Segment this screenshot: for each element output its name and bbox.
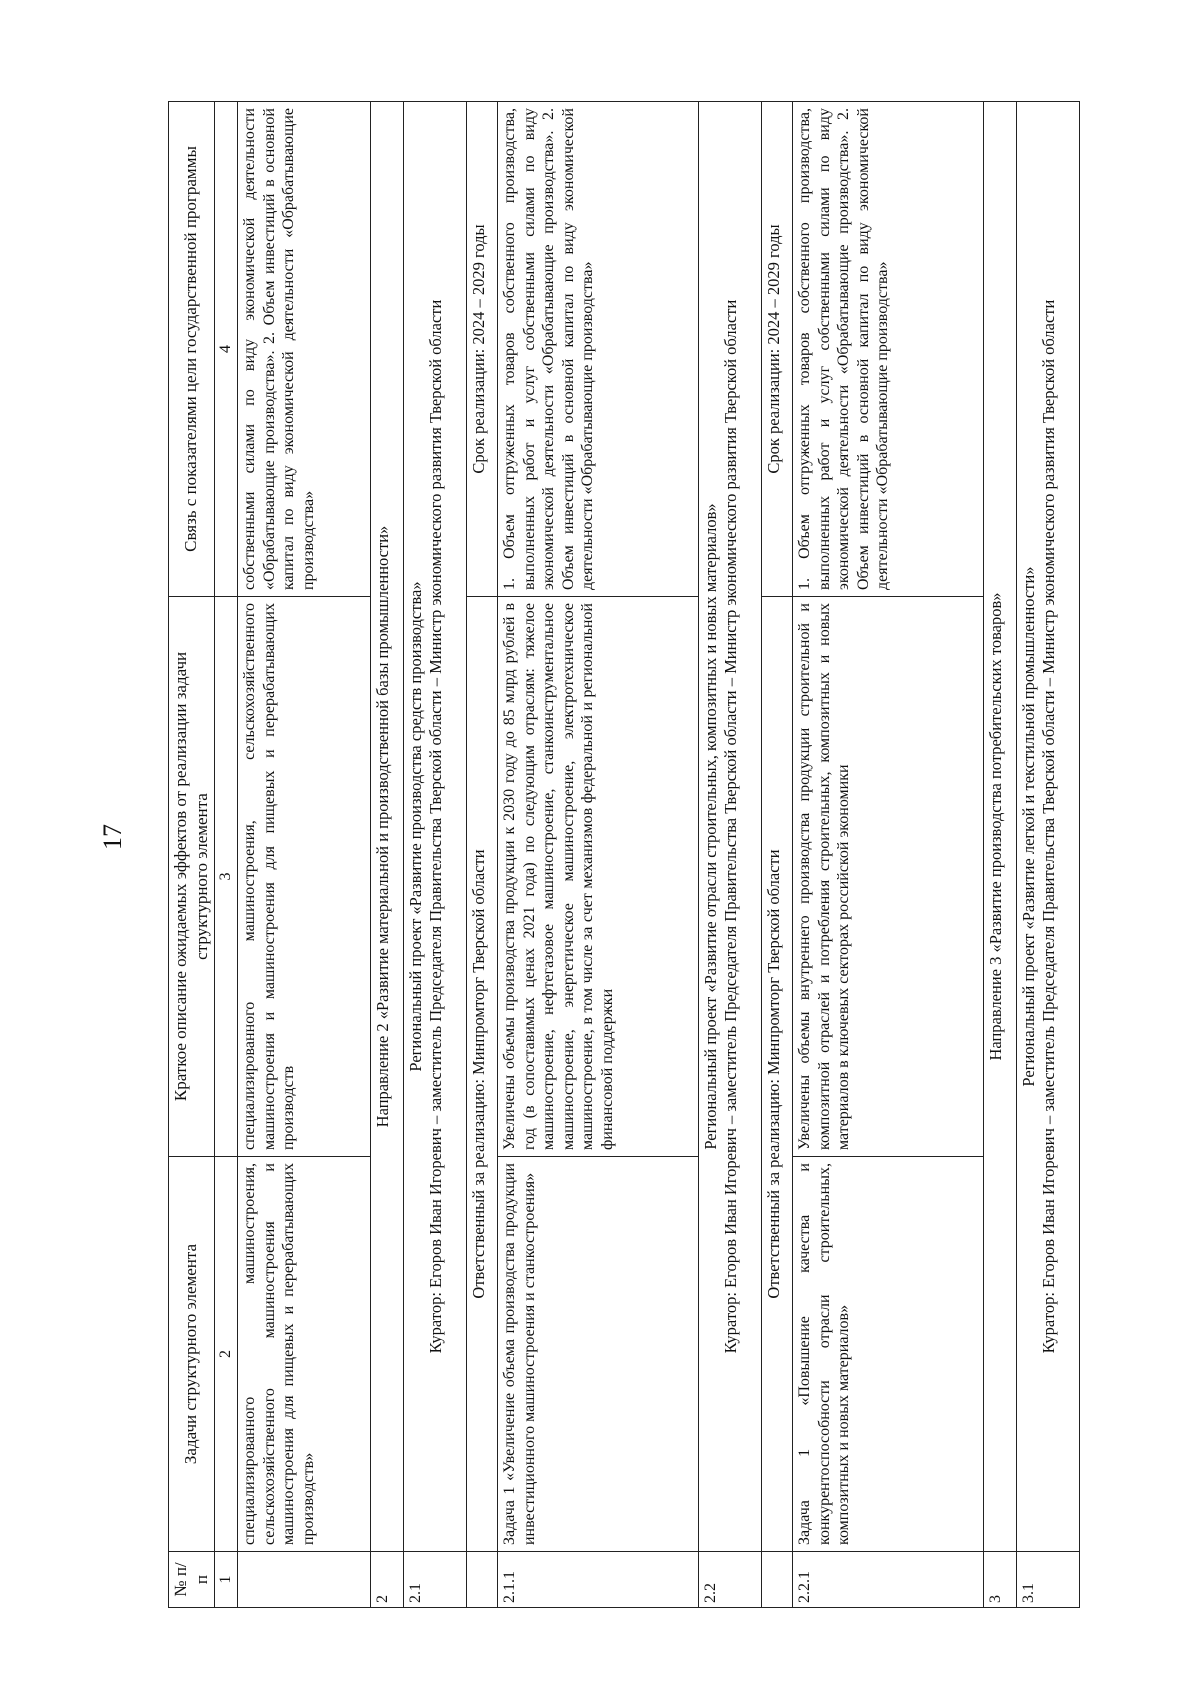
project-2-1-meta-row <box>466 102 497 1608</box>
project-2-1-row <box>403 102 466 1608</box>
project-2-2-heading <box>698 102 761 1552</box>
project-2-2-responsible: Ответственный за реализацию: Минпромторг Тверской области <box>761 597 792 1552</box>
col-number-2: 2 <box>215 1157 238 1552</box>
project-3-1-row <box>1016 102 1079 1608</box>
header-effects: Краткое описание ожидаемых эффектов от реализации задачи структурного элемента <box>169 597 215 1157</box>
task-2-2-1-num: 2.2.1 <box>792 1552 983 1608</box>
task-2-2-1-effect: Увеличены объемы внутреннего производства продукции строительной и композитной отраслей и потребления строительных, композитных и новых материалов в ключевых секторах российской экономики <box>792 597 983 1157</box>
project-2-1-num: 2.1 <box>403 1552 466 1608</box>
col-number-1: 1 <box>215 1552 238 1608</box>
header-row <box>169 102 215 1608</box>
task-2-1-1-task: Задача 1 «Увеличение объема производства продукции инвестиционного машиностроения и станкостроения» <box>497 1157 698 1552</box>
task-2-2-1-row <box>792 102 983 1608</box>
project-3-1-curator: Куратор: Егоров Иван Игоревич – заместитель Председателя Правительства Тверской области – Министр экономического развития Тверской области <box>1039 299 1059 1354</box>
direction-2-row <box>370 102 403 1608</box>
header-num: № п/п <box>169 1552 215 1608</box>
col-number-4: 4 <box>215 102 238 597</box>
task-2-1-1-link: 1. Объем отгруженных товаров собственного производства, выполненных работ и услуг собственными силами по виду экономической деятельности «Обрабатывающие производства». 2. Объем инвестиций в основной капитал по виду экономической деятельности «Обрабатывающие производства» <box>497 102 698 597</box>
project-2-2-curator: Куратор: Егоров Иван Игоревич – заместитель Председателя Правительства Тверской области – Министр экономического развития Тверской области <box>721 299 741 1354</box>
cell-effect: специализированного машиностроения, сельскохозяйственного машиностроения и машиностроения для пищевых и перерабатывающих производств <box>237 597 370 1157</box>
project-2-1-responsible: Ответственный за реализацию: Минпромторг Тверской области <box>466 597 497 1552</box>
column-number-row <box>215 102 238 1608</box>
task-2-1-1-row <box>497 102 698 1608</box>
direction-3-title: Направление 3 «Развитие производства потребительских товаров» <box>983 102 1016 1552</box>
project-2-2-row <box>698 102 761 1608</box>
project-3-1-heading <box>1016 102 1079 1552</box>
program-table-frame <box>168 102 1059 1608</box>
task-2-1-1-num: 2.1.1 <box>497 1552 698 1608</box>
cell-link: собственными силами по виду экономической деятельности «Обрабатывающие производства». 2. Объем инвестиций в основной капитал по виду экономической деятельности «Обрабатывающие производства» <box>237 102 370 597</box>
project-3-1-num: 3.1 <box>1016 1552 1079 1608</box>
project-2-1-title: Региональный проект «Развитие производства средств производства» <box>405 581 425 1072</box>
cell-num <box>237 1552 370 1608</box>
project-3-1-title: Региональный проект «Развитие легкой и текстильной промышленности» <box>1018 566 1038 1087</box>
header-tasks: Задачи структурного элемента <box>169 1157 215 1552</box>
project-2-2-title: Региональный проект «Развитие отрасли строительных, композитных и новых материалов» <box>700 503 720 1150</box>
direction-3-num: 3 <box>983 1552 1016 1608</box>
header-link: Связь с показателями цели государственной программы <box>169 102 215 597</box>
cell-num <box>761 1552 792 1608</box>
task-2-2-1-link: 1. Объем отгруженных товаров собственного производства, выполненных работ и услуг собственными силами по виду экономической деятельности «Обрабатывающие производства». 2. Объем инвестиций в основной капитал по виду экономической деятельности «Обрабатывающие производства» <box>792 102 983 597</box>
project-2-2-meta-row <box>761 102 792 1608</box>
cell-task: специализированного машиностроения, сельскохозяйственного машиностроения и машиностроения для пищевых и перерабатывающих производств» <box>237 1157 370 1552</box>
col-number-3: 3 <box>215 597 238 1157</box>
project-2-1-curator: Куратор: Егоров Иван Игоревич – заместитель Председателя Правительства Тверской области – Министр экономического развития Тверской области <box>426 299 446 1354</box>
page-number: 17 <box>98 824 127 850</box>
project-2-1-heading <box>403 102 466 1552</box>
project-2-1-term: Срок реализации: 2024 – 2029 годы <box>466 102 497 597</box>
task-2-2-1-task: Задача 1 «Повышение качества и конкурентоспособности отрасли строительных, композитных и новых материалов» <box>792 1157 983 1552</box>
project-2-2-num: 2.2 <box>698 1552 761 1608</box>
project-2-2-term: Срок реализации: 2024 – 2029 годы <box>761 102 792 597</box>
task-2-1-1-effect: Увеличены объемы производства продукции к 2030 году до 85 млрд рублей в год (в сопоставимых ценах 2021 года) по следующим отраслям: тяжелое машиностроение, нефтегазовое машиностроение, станкоинструментальное машиностроение, энергетическое машиностроение, электротехническое машиностроение, в том числе за счет механизмов федеральной и региональной финансовой поддержки <box>497 597 698 1157</box>
cell-num <box>466 1552 497 1608</box>
table-row-continuation <box>237 102 370 1608</box>
program-table <box>168 101 1080 1608</box>
direction-2-num: 2 <box>370 1552 403 1608</box>
direction-3-row <box>983 102 1016 1608</box>
direction-2-title: Направление 2 «Развитие материальной и производственной базы промышленности» <box>370 102 403 1552</box>
